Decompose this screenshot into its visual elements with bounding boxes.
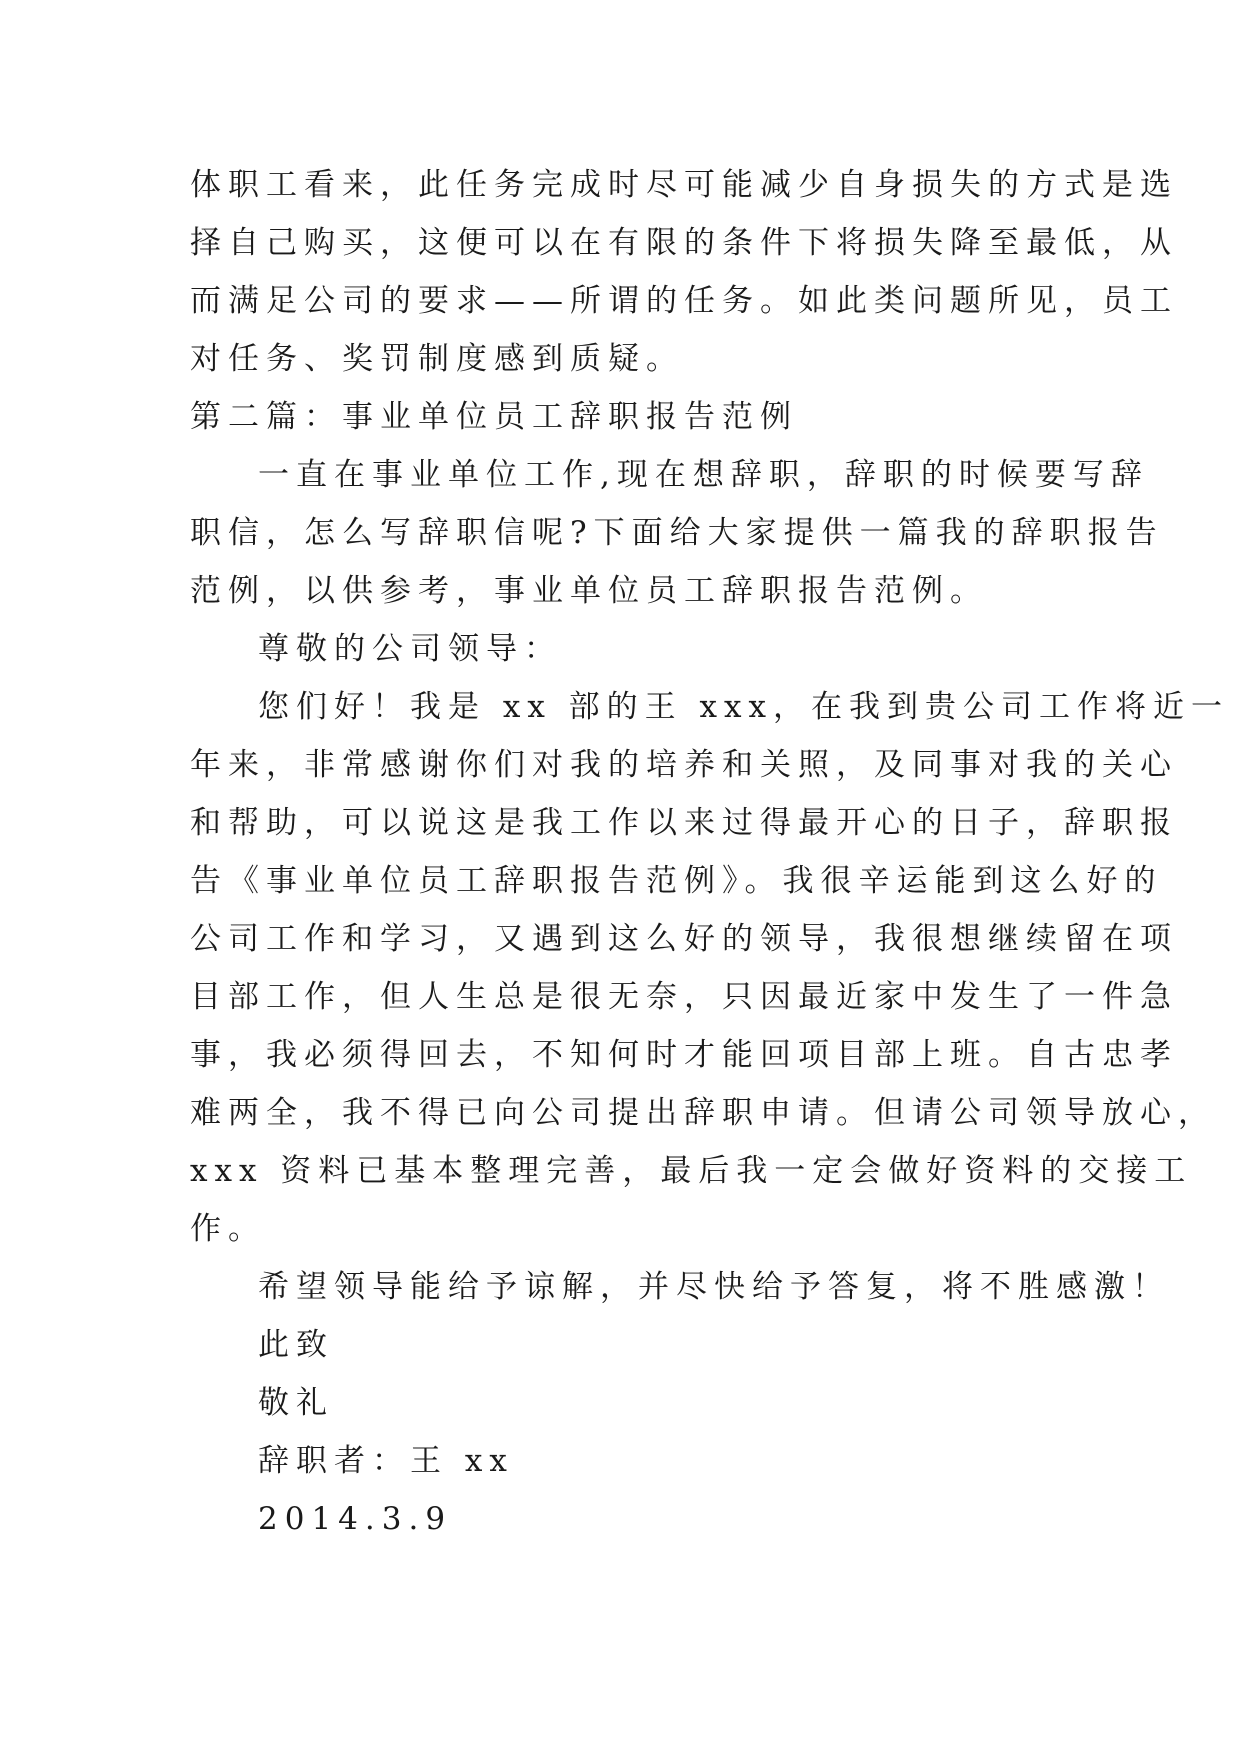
paragraph-line: 而满足公司的要求——所谓的任务。如此类问题所见，员工 <box>190 283 1178 319</box>
closing-line: 此致 <box>258 1327 334 1363</box>
closing-line: 敬礼 <box>258 1385 334 1421</box>
paragraph-line: 告《事业单位员工辞职报告范例》。我很辛运能到这么好的 <box>190 863 1163 899</box>
paragraph-line: 作。 <box>190 1211 266 1247</box>
section-heading: 第二篇：事业单位员工辞职报告范例 <box>190 399 798 435</box>
document-body <box>190 156 1229 1548</box>
paragraph-line: xxx 资料已基本整理完善，最后我一定会做好资料的交接工 <box>190 1153 1193 1189</box>
paragraph-line: 和帮助，可以说这是我工作以来过得最开心的日子，辞职报 <box>190 805 1178 841</box>
paragraph-line: 范例，以供参考，事业单位员工辞职报告范例。 <box>190 573 988 609</box>
date-line: 2014.3.9 <box>258 1501 453 1537</box>
paragraph-line: 职信，怎么写辞职信呢?下面给大家提供一篇我的辞职报告 <box>190 515 1164 551</box>
paragraph-line: 对任务、奖罚制度感到质疑。 <box>190 341 684 377</box>
signature-line: 辞职者：王 xx <box>258 1443 514 1479</box>
paragraph-line: 一直在事业单位工作,现在想辞职，辞职的时候要写辞 <box>258 457 1149 493</box>
salutation-line: 尊敬的公司领导： <box>258 631 562 667</box>
paragraph-line: 难两全，我不得已向公司提出辞职申请。但请公司领导放心， <box>190 1095 1216 1131</box>
paragraph-line: 年来，非常感谢你们对我的培养和关照，及同事对我的关心 <box>190 747 1178 783</box>
paragraph-line: 公司工作和学习，又遇到这么好的领导，我很想继续留在项 <box>190 921 1178 957</box>
paragraph-line: 您们好！我是 xx 部的王 xxx，在我到贵公司工作将近一 <box>258 689 1229 725</box>
paragraph-line: 体职工看来，此任务完成时尽可能减少自身损失的方式是选 <box>190 167 1178 203</box>
paragraph-line: 择自己购买，这便可以在有限的条件下将损失降至最低，从 <box>190 225 1178 261</box>
paragraph-line: 目部工作，但人生总是很无奈，只因最近家中发生了一件急 <box>190 979 1178 1015</box>
paragraph-line: 事，我必须得回去，不知何时才能回项目部上班。自古忠孝 <box>190 1037 1178 1073</box>
closing-line: 希望领导能给予谅解，并尽快给予答复，将不胜感激！ <box>258 1269 1170 1305</box>
